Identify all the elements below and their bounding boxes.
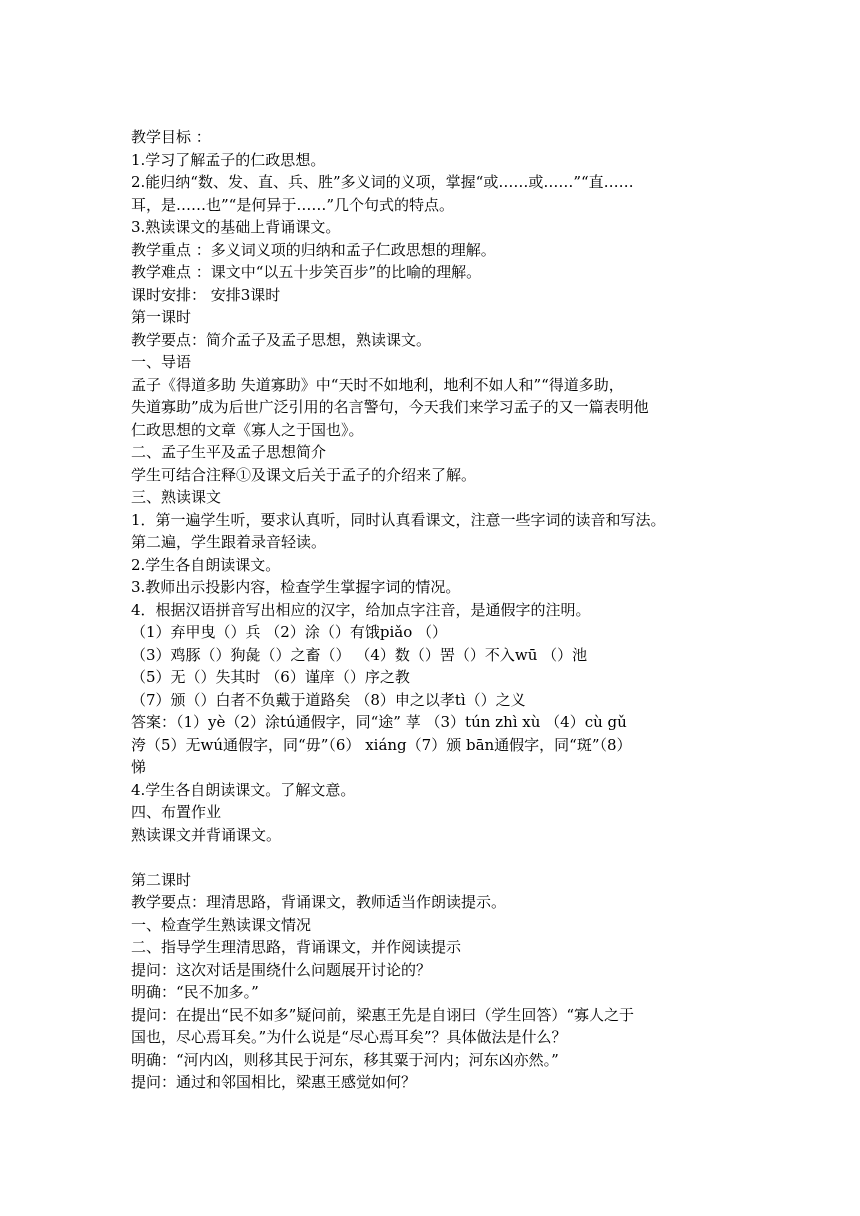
text-line: 2.能归纳“数、发、直、兵、胜”多义词的义项，掌握“或……或……”“直…… (131, 173, 634, 191)
text-line: 4．根据汉语拼音写出相应的汉字，给加点字注音，是通假字的注明。 (131, 600, 591, 619)
text-line: 教学目标 ： (131, 128, 211, 146)
text-line: 3.熟读课文的基础上背诵课文。 (131, 218, 341, 236)
text-line: 答案：（1）yè（2）涂tú通假字，同“途” 莩 （3）tún zhì xù （4）cù gǔ (131, 713, 627, 731)
text-line: 学生可结合注释①及课文后关于孟子的介绍来了解。 (131, 465, 477, 484)
text-line: 1．第一遍学生听，要求认真听，同时认真看课文，注意一些字词的读音和写法。 (131, 510, 666, 529)
text-line: 教学重点 ：多义词义项的归纳和孟子仁政思想的理解。 (131, 240, 496, 259)
text-line: 教学要点：简介孟子及孟子思想，熟读课文。 (131, 330, 432, 349)
text-line: 提问：这次对话是围绕什么问题展开讨论的？ (131, 960, 432, 979)
text-line: 1.学习了解孟子的仁政思想。 (131, 150, 326, 169)
text-line: （7）颁（）白者不负戴于道路矣 （8）申之以孝tì（）之义 (131, 690, 526, 709)
text-line: 孟子《得道多助 失道寡助》中“天时不如地利，地利不如人和”“得道多助， (131, 375, 624, 394)
text-line: 悌 (131, 758, 147, 776)
text-line: 耳，是……也”“是何异于……”几个句式的特点。 (131, 195, 455, 214)
text-line: 国也，尽心焉耳矣。”为什么说是“尽心焉耳矣”？具体做法是什么？ (131, 1028, 567, 1046)
text-line: 明确：“河内凶，则移其民于河东，移其粟于河内；河东凶亦然。” (131, 1050, 559, 1069)
text-line: 2.学生各自朗读课文。 (131, 555, 281, 574)
text-line: 仁政思想的文章《寡人之于国也》。 (131, 420, 364, 439)
text-line: 一、导语 (131, 353, 192, 371)
text-line: 第一课时 (131, 308, 192, 326)
text-line: 二、指导学生理清思路，背诵课文，并作阅读提示 (131, 938, 462, 956)
text-line: 教学难点 ：课文中“以五十步笑百步”的比喻的理解。 (131, 263, 482, 281)
text-line: 四、布置作业 (131, 803, 222, 821)
text-line: 三、熟读课文 (131, 488, 222, 506)
text-line: （1）弃甲曳（）兵 （2）涂（）有饿piǎo （） (131, 623, 447, 641)
text-line: 明确：“民不加多。” (131, 983, 259, 1001)
text-line: 第二课时 (131, 870, 192, 889)
text-line: （3）鸡豚（）狗彘（）之畜（） （4）数（）罟（）不入wū （）池 (131, 645, 588, 664)
text-line: 第二遍，学生跟着录音轻读。 (131, 533, 327, 551)
text-line: 4.学生各自朗读课文。了解文意。 (131, 780, 356, 799)
text-line: 熟读课文并背诵课文。 (131, 825, 282, 844)
blank-line (131, 846, 736, 869)
text-line: 提问：通过和邻国相比，梁惠王感觉如何？ (131, 1073, 417, 1091)
text-line: 失道寡助”成为后世广泛引用的名言警句，今天我们来学习孟子的又一篇表明他 (131, 398, 649, 416)
text-line: 二、孟子生平及孟子思想简介 (131, 443, 327, 461)
text-line: 3.教师出示投影内容，检查学生掌握字词的情况。 (131, 578, 461, 596)
text-line: 提问：在提出“民不如多”疑问前，梁惠王先是自诩曰（学生回答）“寡人之于 (131, 1005, 635, 1024)
text-line: 教学要点：理清思路，背诵课文，教师适当作朗读提示。 (131, 893, 507, 911)
text-line: 洿（5）无wú通假字，同“毋”（6） xiáng（7）颁 bān通假字，同“斑”（8） (131, 735, 632, 754)
text-line: 课时安排： 安排3课时 (131, 285, 281, 304)
text-line: 一、检查学生熟读课文情况 (131, 915, 312, 934)
text-line: （5）无（）失其时 （6）谨庠（）序之教 (131, 668, 410, 686)
document-body (131, 126, 736, 1094)
